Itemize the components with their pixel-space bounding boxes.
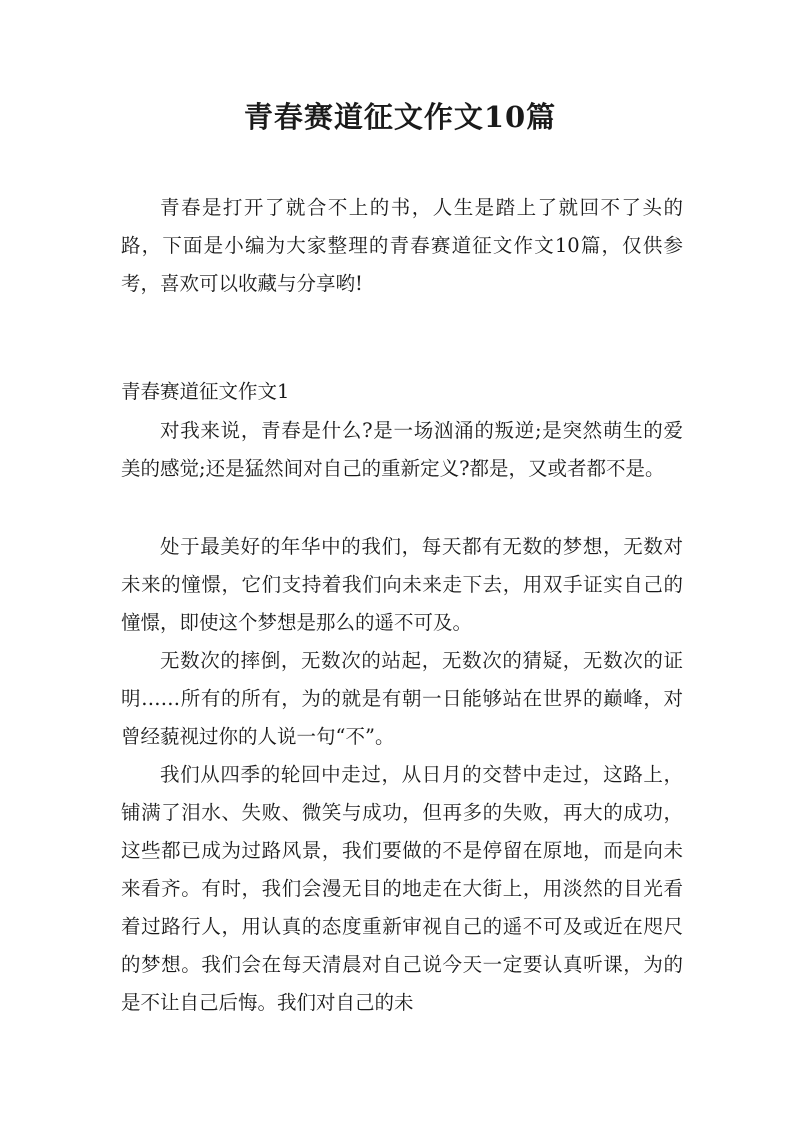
document-title: 青春赛道征文作文10篇 bbox=[243, 100, 557, 134]
section-heading: 青春赛道征文作文1 bbox=[121, 380, 290, 403]
body-paragraph-2: 处于最美好的年华中的我们，每天都有无数的梦想，无数对未来的憧憬，它们支持着我们向未来走下去，用双手证实自己的憧憬，即使这个梦想是那么的遥不可及。 bbox=[121, 535, 683, 634]
body-paragraph-1: 对我来说，青春是什么?是一场汹涌的叛逆;是突然萌生的爱美的感觉;还是猛然间对自己的重新定义?都是，又或者都不是。 bbox=[121, 419, 683, 480]
body-paragraph-3: 无数次的摔倒，无数次的站起，无数次的猜疑，无数次的证明……所有的所有，为的就是有朝一日能够站在世界的巅峰，对曾经藐视过你的人说一句“不”。 bbox=[121, 649, 683, 748]
body-paragraph-4: 我们从四季的轮回中走过，从日月的交替中走过，这路上，铺满了泪水、失败、微笑与成功，但再多的失败，再大的成功，这些都已成为过路风景，我们要做的不是停留在原地，而是向未来看齐。有时，我们会漫无目的地走在大街上，用淡然的目光看着过路行人，用认真的态度重新审视自己的遥不可及或近在咫尺的梦想。我们会在每天清晨对自己说今天一定要认真听课，为的是不让自己后悔。我们对自己的未 bbox=[121, 763, 683, 1014]
intro-paragraph: 青春是打开了就合不上的书，人生是踏上了就回不了头的路，下面是小编为大家整理的青春赛道征文作文10篇，仅供参考，喜欢可以收藏与分享哟! bbox=[121, 196, 683, 295]
